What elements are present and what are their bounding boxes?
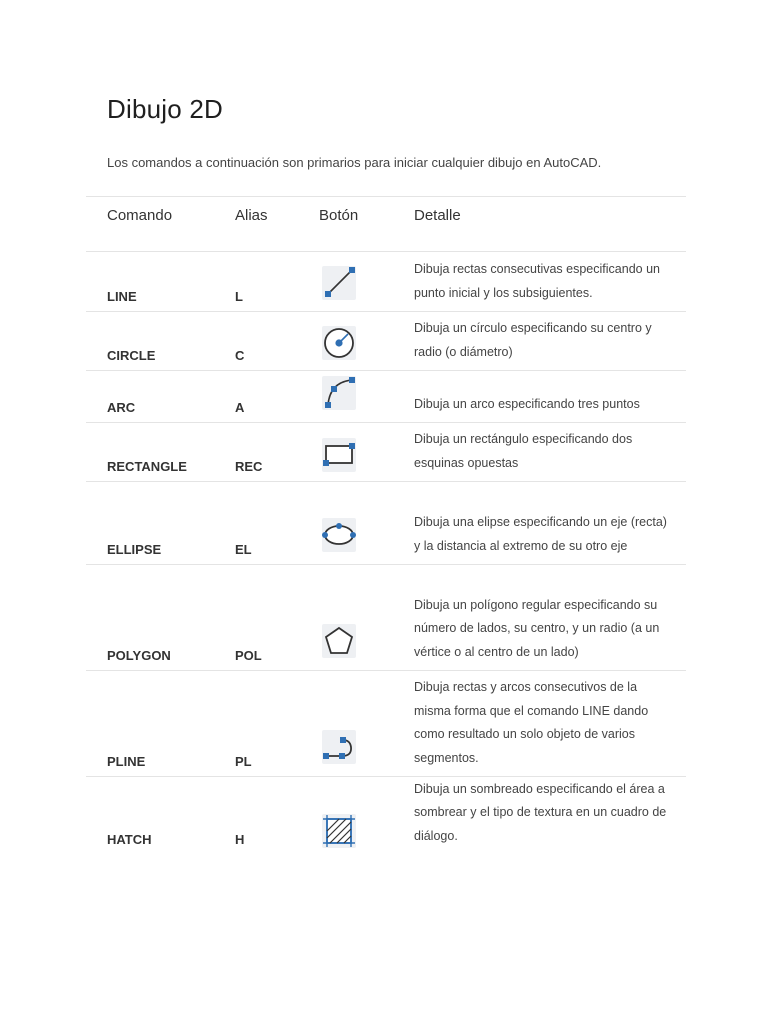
command-detail: Dibuja un arco especificando tres puntos	[414, 396, 640, 411]
command-name: PLINE	[107, 754, 146, 769]
command-name: HATCH	[107, 832, 152, 847]
command-name: LINE	[107, 289, 137, 304]
header-command: Comando	[107, 207, 173, 224]
command-alias: PL	[235, 754, 252, 769]
table-row	[86, 565, 686, 670]
line-icon	[322, 266, 356, 300]
header-button: Botón	[319, 207, 359, 224]
ellipse-icon	[322, 518, 356, 552]
command-detail: Dibuja un sombreado especificando el área a sombrear y el tipo de textura en un cuadro de diálogo.	[414, 781, 667, 843]
command-alias: A	[235, 400, 245, 415]
table-row	[86, 423, 686, 481]
command-name: ARC	[107, 400, 136, 415]
commands-table	[86, 196, 686, 854]
intro-text: Los comandos a continuación son primarios para iniciar cualquier dibujo en AutoCAD.	[107, 155, 602, 170]
header-alias: Alias	[235, 207, 268, 224]
arc-icon	[322, 376, 356, 410]
command-alias: C	[235, 348, 245, 363]
table-row	[86, 777, 686, 854]
header-detail: Detalle	[414, 207, 461, 224]
rectangle-icon	[322, 438, 356, 472]
command-name: POLYGON	[107, 648, 171, 663]
command-name: CIRCLE	[107, 348, 156, 363]
command-detail: Dibuja una elipse especificando un eje (recta) y la distancia al extremo de su otro eje	[414, 515, 667, 553]
table-header	[86, 197, 686, 251]
command-detail: Dibuja un rectángulo especificando dos esquinas opuestas	[414, 432, 633, 470]
command-name: RECTANGLE	[107, 459, 187, 474]
polygon-icon	[322, 624, 356, 658]
page-title: Dibujo 2D	[107, 94, 223, 124]
command-alias: H	[235, 832, 245, 847]
command-alias: REC	[235, 459, 263, 474]
command-detail: Dibuja un círculo especificando su centro y radio (o diámetro)	[414, 321, 652, 359]
table-row	[86, 371, 686, 422]
table-row	[86, 252, 686, 311]
command-alias: L	[235, 289, 243, 304]
command-name: ELLIPSE	[107, 542, 162, 557]
table-row	[86, 671, 686, 776]
polyline-icon	[322, 730, 356, 764]
table-row	[86, 312, 686, 370]
command-alias: EL	[235, 542, 252, 557]
hatch-icon	[322, 814, 356, 848]
circle-icon	[322, 326, 356, 360]
table-row	[86, 482, 686, 564]
command-detail: Dibuja un polígono regular especificando su número de lados, su centro, y un radio (a un vértice o al centro de un lado)	[414, 597, 660, 659]
command-alias: POL	[235, 648, 262, 663]
command-detail: Dibuja rectas y arcos consecutivos de la misma forma que el comando LINE dando como resultado un solo objeto de varios segmentos.	[414, 680, 649, 765]
command-detail: Dibuja rectas consecutivas especificando un punto inicial y los subsiguientes.	[414, 262, 660, 300]
